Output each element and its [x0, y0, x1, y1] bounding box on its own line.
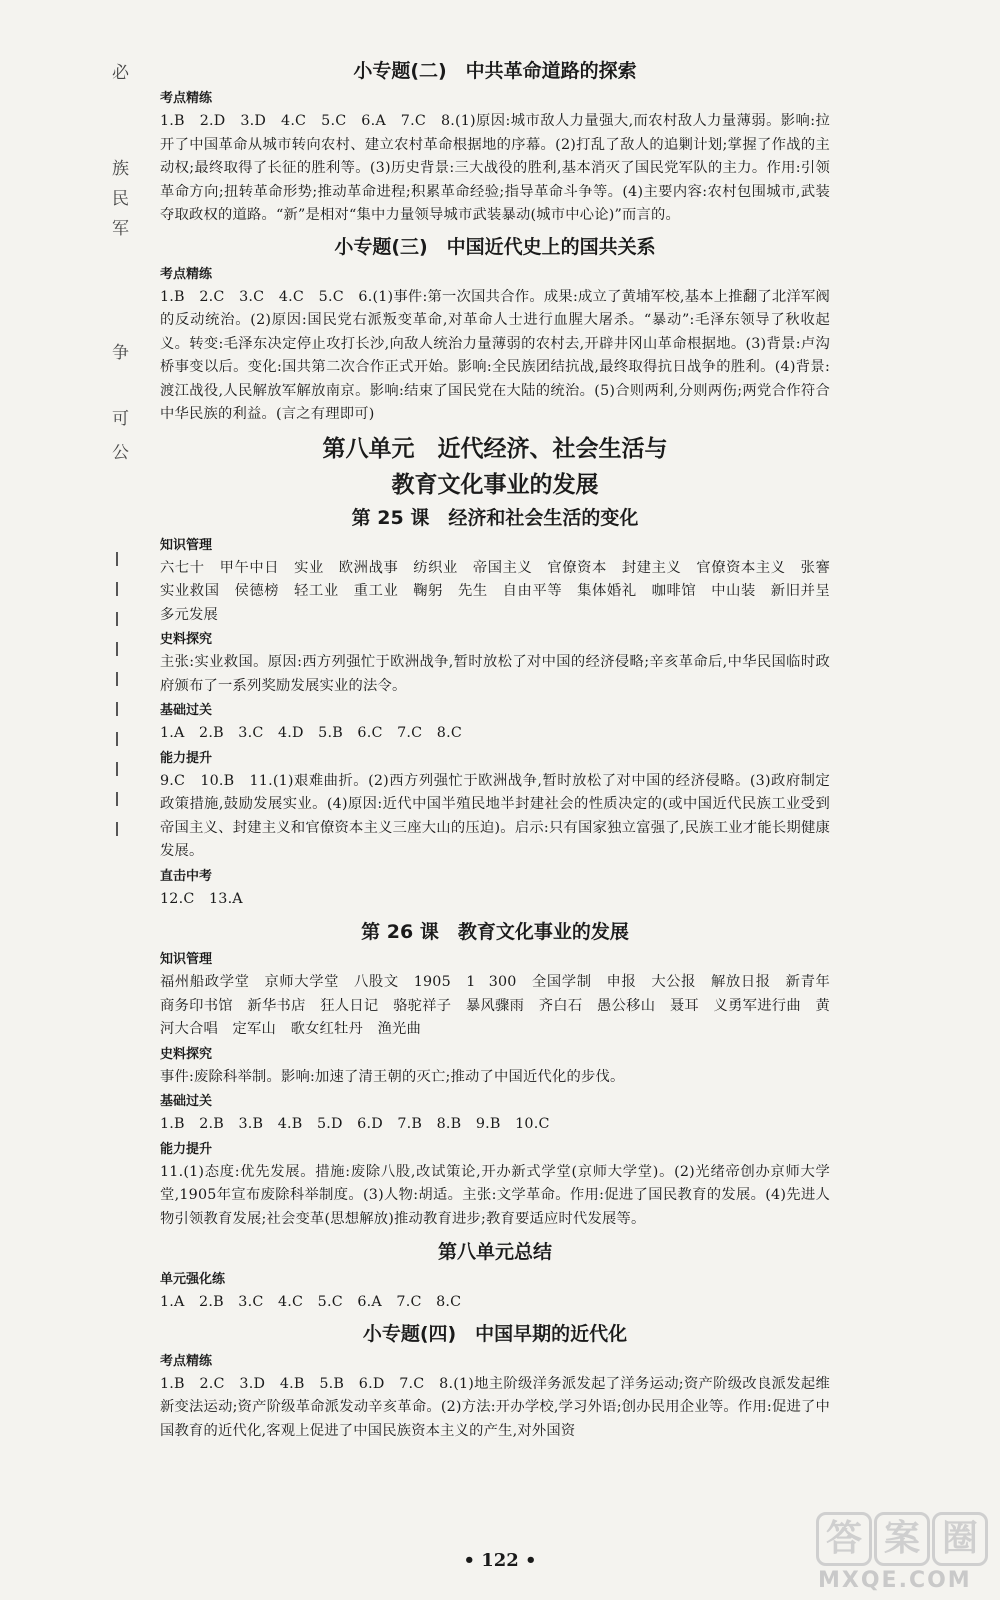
margin-char: 公	[112, 443, 129, 463]
section-label: 知识管理	[160, 952, 213, 967]
margin-tick	[116, 732, 124, 746]
margin-char: 必	[112, 63, 129, 83]
unit-8-heading	[160, 431, 830, 503]
section-label: 能力提升	[160, 1141, 213, 1157]
section-label: 基础过关	[160, 703, 213, 718]
section-label: 考点精练	[160, 91, 213, 106]
knowledge-terms: 六七十 甲午中日 实业 欧洲战事 纺织业 帝国主义 官僚资本 封建主义 官僚资本主义 张謇 实业救国 侯德榜 轻工业 重工业 鞠躬 先生 自由平等 集体婚礼 咖啡馆 中山装 新旧并呈 多元发展	[160, 559, 845, 623]
lesson-25	[160, 503, 845, 912]
unit-8-summary	[160, 1237, 830, 1315]
margin-tick	[116, 582, 124, 596]
margin-tick	[116, 672, 124, 686]
section-title: 小专题(二) 中共革命道路的探索	[353, 60, 637, 82]
lesson-26	[160, 917, 845, 1231]
left-margin-bleed	[0, 0, 130, 1600]
section-label: 直击中考	[160, 868, 213, 884]
section-title: 小专题(四) 中国早期的近代化	[362, 1322, 628, 1345]
answer-text: 1.B 2.B 3.B 4.B 5.D 6.D 7.B 8.B 9.B 10.C	[160, 1116, 550, 1132]
answer-text: 1.A 2.B 3.C 4.C 5.C 6.A 7.C 8.C	[160, 1294, 462, 1310]
section-label: 基础过关	[160, 1094, 213, 1109]
watermark-logo-char: 答	[816, 1512, 872, 1566]
lesson-title: 第 25 课 经济和社会生活的变化	[351, 506, 639, 529]
section-label: 能力提升	[160, 750, 213, 766]
margin-char: 族	[112, 159, 129, 179]
answer-text: 1.B 2.D 3.D 4.C 5.C 6.A 7.C 8.(1)原因:城市敌人力量强大,而农村敌人力量薄弱。影响:拉开了中国革命从城市转向农村、建立农村革命根据地的序幕。(2)打乱了敌人的追剿计划;掌握了作战的主动权;最终取得了长征的胜利等。(3)历史背景:三大战役的胜利,基本消灭了国民党军队的主力。作用:引领革命方向;扭转革命形势;推动革命进程;积累革命经验;指导革命斗争等。(4)主要内容:农村包围城市,武装夺取政权的道路。“新”是相对“集中力量领导城市武装暴动(城市中心论)”而言的。	[160, 113, 830, 223]
section-label: 史料探究	[160, 632, 213, 647]
section-label: 单元强化练	[160, 1272, 226, 1287]
lesson-title: 第 26 课 教育文化事业的发展	[361, 921, 629, 943]
section-label: 考点精练	[160, 266, 213, 282]
section-topic-2	[160, 56, 830, 228]
margin-tick	[116, 762, 124, 776]
margin-tick	[116, 642, 124, 656]
margin-char: 可	[112, 409, 129, 429]
watermark-logo	[812, 1512, 992, 1592]
watermark-text: MXQE.COM	[818, 1568, 972, 1593]
section-label: 考点精练	[160, 1353, 213, 1369]
section-label: 史料探究	[160, 1046, 213, 1062]
margin-char: 军	[112, 219, 129, 239]
answer-key-content	[160, 56, 845, 1443]
section-title: 小专题(三) 中国近代史上的国共关系	[334, 235, 656, 258]
section-label: 知识管理	[160, 537, 213, 553]
answer-text: 11.(1)态度:优先发展。措施:废除八股,改试策论,开办新式学堂(京师大学堂)。(2)光绪帝创办京师大学堂,1905年宣布废除科举制度。(3)人物:胡适。主张:文学革命。作用:促进了国民教育的发展。(4)先进人物引领教育发展;社会变革(思想解放)推动教育进步;教育要适应时代发展等。	[160, 1163, 830, 1227]
knowledge-terms: 福州船政学堂 京师大学堂 八股文 1905 1 300 全国学制 申报 大公报 解放日报 新青年 商务印书馆 新华书店 狂人日记 骆驼祥子 暴风骤雨 齐白石 愚公移山 聂耳 义勇军进行曲 黄河大合唱 定军山 歌女红牡丹 渔光曲	[160, 974, 845, 1037]
section-topic-4	[160, 1319, 830, 1444]
section-title: 第八单元总结	[437, 1241, 552, 1263]
answer-text: 1.B 2.C 3.C 4.C 5.C 6.(1)事件:第一次国共合作。成果:成立了黄埔军校,基本上推翻了北洋军阀的反动统治。(2)原因:国民党右派叛变革命,对革命人士进行血腥大屠杀。“暴动”:毛泽东领导了秋收起义。转变:毛泽东决定停止攻打长沙,向敌人统治力量薄弱的农村去,开辟井冈山革命根据地。(3)背景:卢沟桥事变以后。变化:国共第二次合作正式开始。影响:全民族团结抗战,最终取得抗日战争的胜利。(4)背景:渡江战役,人民解放军解放南京。影响:结束了国民党在大陆的统治。(5)合则两利,分则两伤;两党合作符合中华民族的利益。(言之有理即可)	[160, 288, 830, 422]
unit-title-line2: 教育文化事业的发展	[391, 471, 599, 498]
answer-text: 9.C 10.B 11.(1)艰难曲折。(2)西方列强忙于欧洲战争,暂时放松了对中国的经济侵略。(3)政府制定政策措施,鼓励发展实业。(4)原因:近代中国半殖民地半封建社会的性质决定的(或中国近代民族工业受到帝国主义、封建主义和官僚资本主义三座大山的压迫)。启示:只有国家独立富强了,民族工业才能长期健康发展。	[160, 772, 830, 859]
margin-tick	[116, 792, 124, 806]
margin-char: 争	[112, 343, 129, 363]
unit-title-line1: 第八单元 近代经济、社会生活与	[322, 435, 668, 462]
answer-text: 主张:实业救国。原因:西方列强忙于欧洲战争,暂时放松了对中国的经济侵略;辛亥革命后,中华民国临时政府颁布了一系列奖励发展实业的法令。	[160, 654, 830, 694]
answer-text: 1.B 2.C 3.D 4.B 5.B 6.D 7.C 8.(1)地主阶级洋务派发起了洋务运动;资产阶级改良派发起维新变法运动;资产阶级革命派发动辛亥革命。(2)方法:开办学校,学习外语;创办民用企业等。作用:促进了中国教育的近代化,客观上促进了中国民族资本主义的产生,对外国资	[160, 1375, 830, 1439]
section-topic-3	[160, 232, 830, 427]
margin-char: 民	[112, 189, 129, 209]
watermark-logo-char: 圈	[932, 1512, 988, 1566]
page-number: • 122 •	[463, 1550, 537, 1571]
answer-text: 事件:废除科举制。影响:加速了清王朝的灭亡;推动了中国近代化的步伐。	[160, 1068, 625, 1085]
margin-tick	[116, 702, 124, 716]
margin-tick	[116, 822, 124, 836]
margin-tick	[116, 612, 124, 626]
answer-text: 12.C 13.A	[160, 890, 243, 907]
answer-text: 1.A 2.B 3.C 4.D 5.B 6.C 7.C 8.C	[160, 725, 462, 741]
margin-tick	[116, 552, 124, 566]
watermark-logo-char: 案	[874, 1512, 930, 1566]
